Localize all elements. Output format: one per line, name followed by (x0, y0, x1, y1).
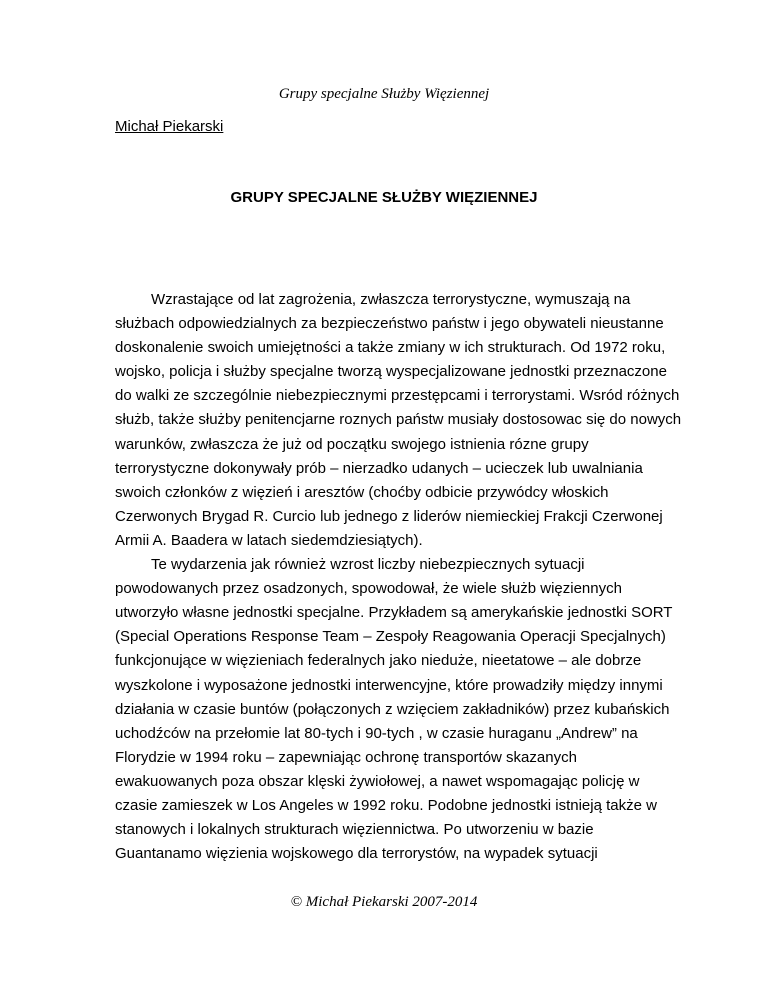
paragraph-line: swoich członków z więzień i aresztów (choćby odbicie przywódcy włoskich (115, 483, 609, 501)
body-text (115, 288, 682, 866)
paragraph-line: służb, także służby penitencjarne roznych państw musiały dostosowac się do nowych (115, 411, 682, 429)
paragraph-line: Czerwonych Brygad R. Curcio lub jednego z liderów niemieckiej Frakcji Czerwonej (115, 507, 663, 525)
paragraph-line: doskonalenie swoich umiejętności a także zmiany w ich strukturach. Od 1972 roku, (115, 339, 666, 357)
paragraph-line: Guantanamo więzienia wojskowego dla terrorystów, na wypadek sytuacji (115, 845, 598, 863)
copyright-footer: © Michał Piekarski 2007-2014 (290, 894, 478, 910)
paragraph-line: stanowych i lokalnych strukturach więziennictwa. Po utworzeniu w bazie (115, 821, 594, 839)
paragraph-line: (Special Operations Response Team – Zespoły Reagowania Operacji Specjalnych) (115, 628, 666, 646)
paragraph-line: Wzrastające od lat zagrożenia, zwłaszcza terrorystyczne, wymuszają na (151, 291, 631, 308)
paragraph-line: funkcjonujące w więzieniach federalnych jako nieduże, nieetatowe – ale dobrze (115, 652, 642, 670)
paragraph-line: służbach odpowiedzialnych za bezpieczeństwo państw i jego obywateli nieustanne (115, 315, 664, 333)
paragraph-line: działania w czasie buntów (połączonych z wzięciem zakładników) przez kubańskich (115, 700, 670, 718)
paragraph-line: czasie zamieszek w Los Angeles w 1992 roku. Podobne jednostki istnieją także w (115, 796, 657, 814)
paragraph-line: warunków, zwłaszcza że już od początku swojego istnienia rózne grupy (115, 435, 589, 453)
paragraph-line: do walki ze szczególnie niebezpiecznymi przestępcami i terrorystami. Wsród różnych (115, 387, 680, 405)
paragraph-line: utworzyło własne jednostki specjalne. Przykładem są amerykańskie jednostki SORT (115, 604, 673, 622)
paragraph-line: Florydzie w 1994 roku – zapewniając ochronę transportów skazanych (115, 748, 577, 766)
paragraph-line: terrorystyczne dokonywały prób – nierzadko udanych – ucieczek lub uwalniania (115, 459, 643, 477)
paragraph-line: wyszkolone i wyposażone jednostki interwencyjne, które prowadziły między innymi (115, 676, 663, 694)
paragraph-line: Armii A. Baadera w latach siedemdziesiątych). (115, 531, 423, 549)
paragraph-line: ewakuowanych poza obszar klęski żywiołowej, a nawet wspomagając policję w (115, 772, 640, 790)
author-name: Michał Piekarski (115, 118, 224, 135)
running-header: Grupy specjalne Służby Więziennej (278, 86, 490, 102)
paragraph-line: powodowanych przez osadzonych, spowodował, że wiele służb więziennych (115, 580, 622, 598)
document-title: GRUPY SPECJALNE SŁUŻBY WIĘZIENNEJ (230, 189, 538, 206)
paragraph-line: wojsko, policja i służby specjalne tworzą wyspecjalizowane jednostki przeznaczone (115, 363, 667, 381)
paragraph-line: uchodźców na przełomie lat 80-tych i 90-tych , w czasie huraganu „Andrew” na (115, 724, 638, 742)
paragraph-line: Te wydarzenia jak również wzrost liczby niebezpiecznych sytuacji (151, 556, 585, 574)
